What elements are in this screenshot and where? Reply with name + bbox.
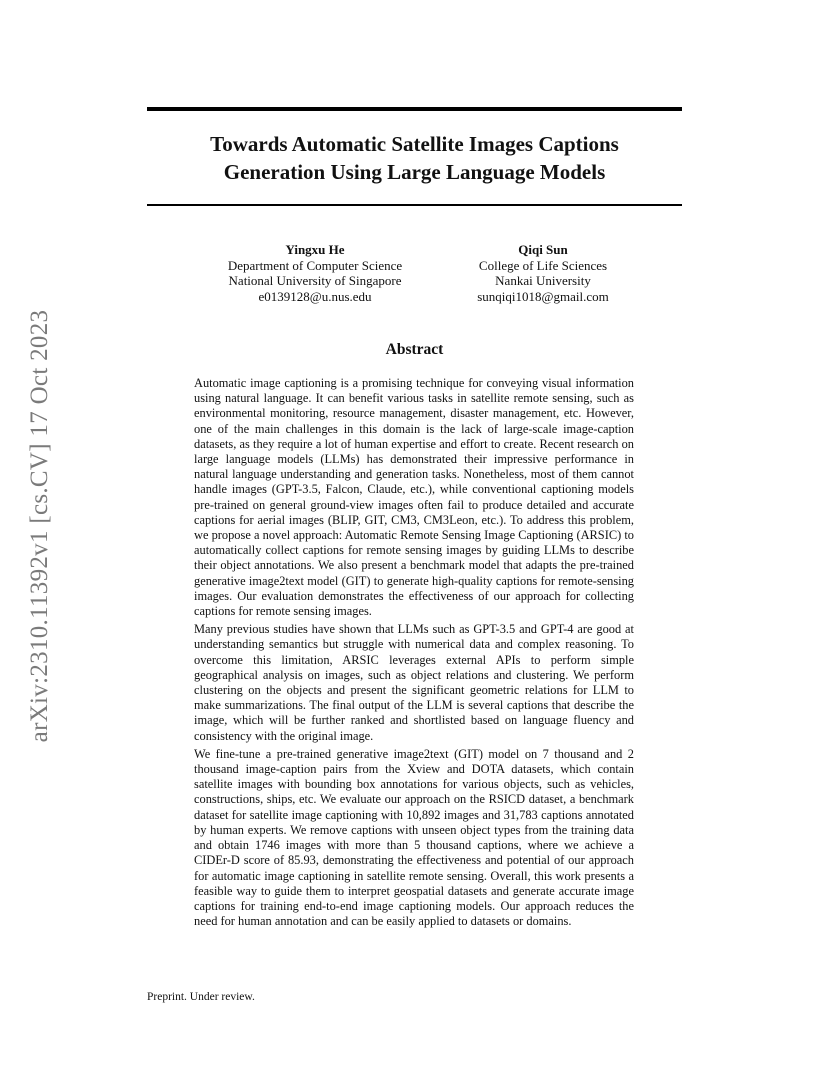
author-email: e0139128@u.nus.edu [258,288,372,304]
abstract-paragraph: We fine-tune a pre-trained generative image2text (GIT) model on 7 thousand and 2 thousand image-caption pairs from the Xview and DOTA datasets, which contain satellite images with bounding box annotations for various objects, such as vehicles, constructions, ships, etc. We evaluate our approach on the RSICD dataset, a benchmark dataset for satellite image captioning with 10,892 images and 31,783 captions annotated by human experts. We remove captions with unseen object types from the training data and obtain 1746 images with more than 5 thousand captions, where we achieve a CIDEr-D score of 85.93, demonstrating the effectiveness and potential of our approach for automatic image captioning in satellite remote sensing. Overall, this work presents a feasible way to guide them to interpret geospatial datasets and generate accurate image captions for training end-to-end image captioning models. Our approach reduces the need for human annotation and can be easily applied to datasets or domains. [194,746,634,929]
author-department: College of Life Sciences [478,257,608,273]
author-department: Department of Computer Science [227,257,403,273]
abstract-body [194,376,634,932]
abstract-paragraph: Automatic image captioning is a promising technique for conveying visual information using natural language. It can benefit various tasks in satellite remote sensing, such as environmental monitoring, resource management, disaster management, etc. However, one of the main challenges in this domain is the lack of large-scale image-caption datasets, as they require a lot of human expertise and effort to create. Recent research on large language models (LLMs) has demonstrated their impressive performance in natural language understanding and generation tasks. Nonetheless, most of them cannot handle images (GPT-3.5, Falcon, Claude, etc.), while conventional captioning models pre-trained on general ground-view images often fail to produce detailed and accurate captions for aerial images (BLIP, GIT, CM3, CM3Leon, etc.). To address this problem, we propose a novel approach: Automatic Remote Sensing Image Captioning (ARSIC) to automatically collect captions for remote sensing images by guiding LLMs to describe their object annotations. We also present a benchmark model that adapts the pre-trained generative image2text model (GIT) to generate high-quality captions for remote-sensing images. Our evaluation demonstrates the effectiveness of our approach for collecting captions for remote sensing images. [194,376,634,619]
paper-title [147,130,682,186]
abstract-paragraph: Many previous studies have shown that LLMs such as GPT-3.5 and GPT-4 are good at understanding semantics but struggle with numerical data and complex reasoning. To overcome this limitation, ARSIC leverages external APIs to perform simple geographical analysis on images, such as object relations and clustering. We perform clustering on the objects and present the significant geometric relations for LLM to make summarizations. The final output of the LLM is several captions that describe the image, which will be further ranked and shortlisted based on language fluency and consistency with the original image. [194,622,634,743]
title-bottom-rule [147,204,682,206]
title-line-2: Generation Using Large Language Models [223,160,606,184]
title-top-rule [147,107,682,111]
author-email: sunqiqi1018@gmail.com [477,288,609,304]
arxiv-identifier-stamp: arXiv:2310.11392v1 [cs.CV] 17 Oct 2023 [26,309,53,743]
title-line-1: Towards Automatic Satellite Images Captions [210,132,619,156]
author-institution: National University of Singapore [228,273,402,288]
author-block-1 [190,242,440,304]
author-institution: Nankai University [495,273,591,288]
preprint-footer: Preprint. Under review. [147,991,255,1003]
abstract-heading: Abstract [385,341,444,358]
author-name: Qiqi Sun [518,242,568,257]
author-name: Yingxu He [285,242,345,257]
author-block-2 [418,242,668,304]
